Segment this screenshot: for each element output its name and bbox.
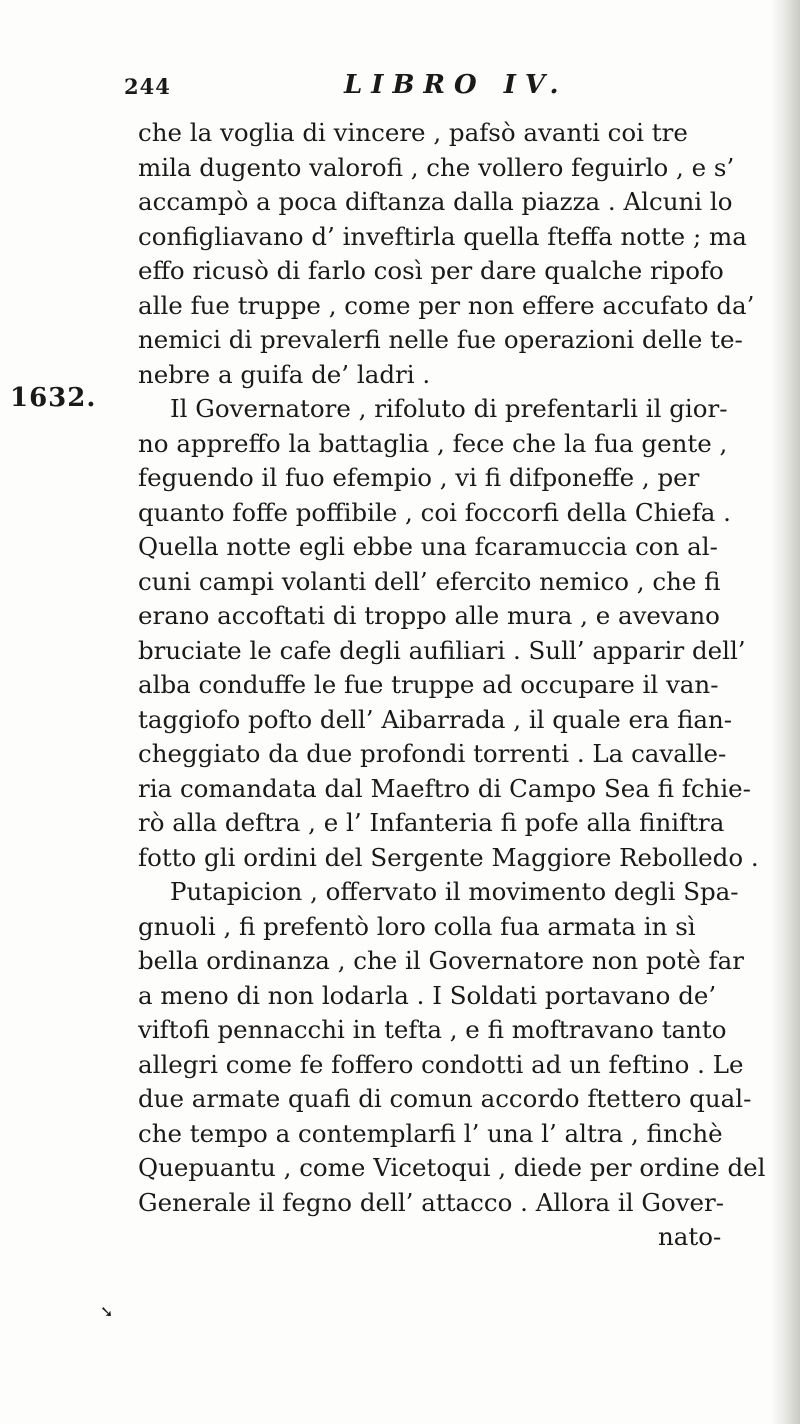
text-line: effo ricusò di farlo così per dare qualche ripofo [138,256,724,285]
text-line: gnuoli , fi prefentò loro colla fua armata in sì [138,911,696,941]
text-line: che tempo a contemplarfi l’ una l’ altra , finchè [138,1118,723,1148]
text-line: cheggiato da due profondi torrenti . La cavalle- [138,739,727,768]
text-line: Generale il fegno dell’ attacco . Allora il Gover- [138,1187,725,1217]
body-text [138,116,770,1255]
page-header [124,70,604,114]
running-title: LIBRO IV. [344,70,568,100]
text-line: alle fue truppe , come per non effere accufato da’ [138,290,755,320]
text-line: bruciate le cafe degli aufiliari . Sull’ apparir dell’ [138,635,746,665]
text-line: taggiofo pofto dell’ Aibarrada , il quale era fian- [138,704,733,734]
text-line: quanto foffe poffibile , coi foccorfi della Chiefa . [138,497,731,527]
text-line: Quepuantu , come Vicetoqui , diede per ordine del [138,1153,766,1182]
text-line: fotto gli ordini del Sergente Maggiore Rebolledo . [138,842,759,872]
text-line: bella ordinanza , che il Governatore non potè far [138,946,744,975]
text-line: accampò a poca diftanza dalla piazza . Alcuni lo [138,187,733,216]
text-line: configliavano d’ inveftirla quella fteffa notte ; ma [138,221,747,251]
page-gutter-shadow [770,0,800,1424]
text-line: viftofi pennacchi in tefta , e fi moftravano tanto [138,1015,727,1044]
text-line: Putapicion , offervato il movimento degli Spa- [170,877,739,906]
text-line: a meno di non lodarla . I Soldati portavano de’ [138,980,717,1010]
catchword: nato- [658,1222,722,1251]
margin-year-note: 1632. [10,383,97,413]
margin-mark-icon: ➘ [100,1302,114,1321]
text-line: erano accoftati di troppo alle mura , e avevano [138,601,720,630]
text-line: due armate quafi di comun accordo ftettero qual- [138,1084,752,1113]
text-line: alba conduffe le fue truppe ad occupare il van- [138,670,719,699]
text-line: mila dugento valorofi , che vollero feguirlo , e s’ [138,152,735,182]
text-line: feguendo il fuo efempio , vi fi difponeffe , per [138,463,700,492]
text-line: cuni campi volanti dell’ efercito nemico , che fi [138,566,721,596]
text-line: Il Governatore , rifoluto di prefentarli il gior- [170,394,728,423]
text-line: nemici di prevalerfi nelle fue operazioni delle te- [138,325,743,354]
text-line: allegri come fe foffero condotti ad un feftino . Le [138,1049,744,1079]
page-number: 244 [124,74,171,99]
text-line: Quella notte egli ebbe una fcaramuccia con al- [138,532,718,561]
text-line: che la voglia di vincere , pafsò avanti coi tre [138,118,688,147]
text-line: no appreffo la battaglia , fece che la fua gente , [138,428,728,458]
text-line: ria comandata dal Maeftro di Campo Sea fi fchie- [138,773,751,803]
text-line: nebre a guifa de’ ladri . [138,359,431,389]
text-line: rò alla deftra , e l’ Infanteria fi pofe alla finiftra [138,808,725,837]
